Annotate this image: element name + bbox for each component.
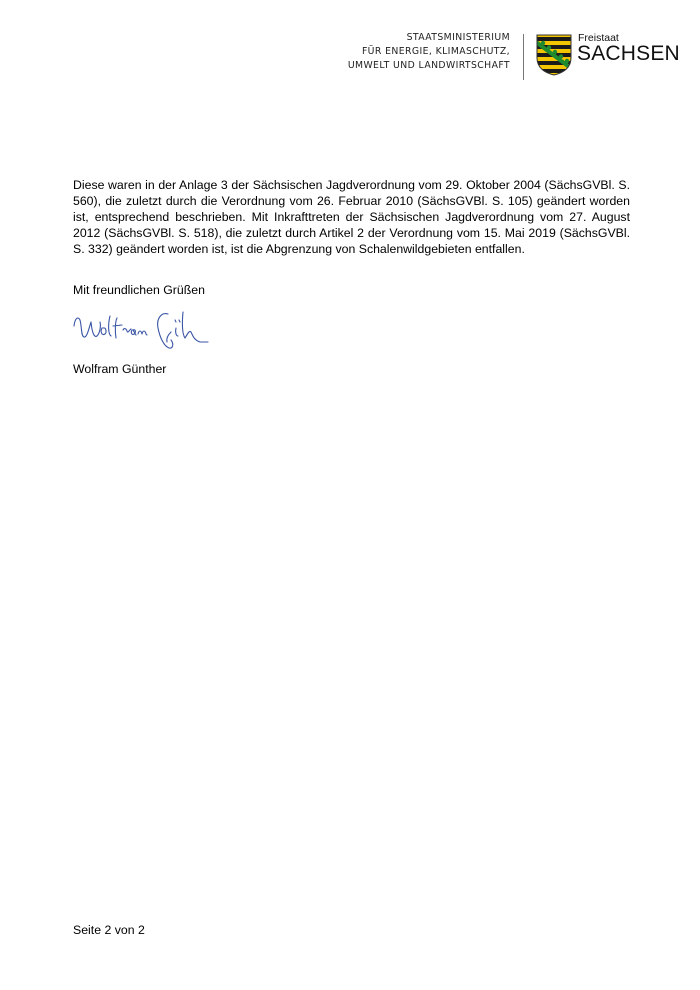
ministry-line-2: FÜR ENERGIE, KLIMASCHUTZ, (361, 46, 510, 57)
ministry-line-1: STAATSMINISTERIUM (406, 32, 510, 43)
signer-name: Wolfram Günther (73, 362, 167, 376)
letterhead-divider (523, 34, 524, 80)
state-label-small: Freistaat (578, 32, 619, 44)
closing-greeting: Mit freundlichen Grüßen (73, 283, 205, 297)
letter-body (73, 177, 630, 257)
ministry-line-3: UMWELT UND LANDWIRTSCHAFT (347, 60, 510, 71)
state-label-large: SACHSEN (577, 42, 680, 65)
letterhead (330, 24, 680, 80)
page-number: Seite 2 von 2 (73, 923, 145, 937)
ministry-name (330, 31, 510, 73)
handwritten-signature (72, 306, 212, 358)
body-paragraph: Diese waren in der Anlage 3 der Sächsischen Jagdverordnung vom 29. Oktober 2004 (SächsGVBl. S. 560), die zuletzt durch die Verordnung vom 26. Februar 2010 (SächsGVBl. S. 105) geändert worden ist, entsprechend beschrieben. Mit Inkrafttreten der Sächsischen Jagdverordnung vom 27. August 2012 (SächsGVBl. S. 518), die zuletzt durch Artikel 2 der Verordnung vom 15. Mai 2019 (SächsGVBl. S. 332) geändert worden ist, ist die Abgrenzung von Schalenwildgebieten entfallen. (73, 178, 630, 256)
saxony-crest-icon (536, 34, 572, 76)
